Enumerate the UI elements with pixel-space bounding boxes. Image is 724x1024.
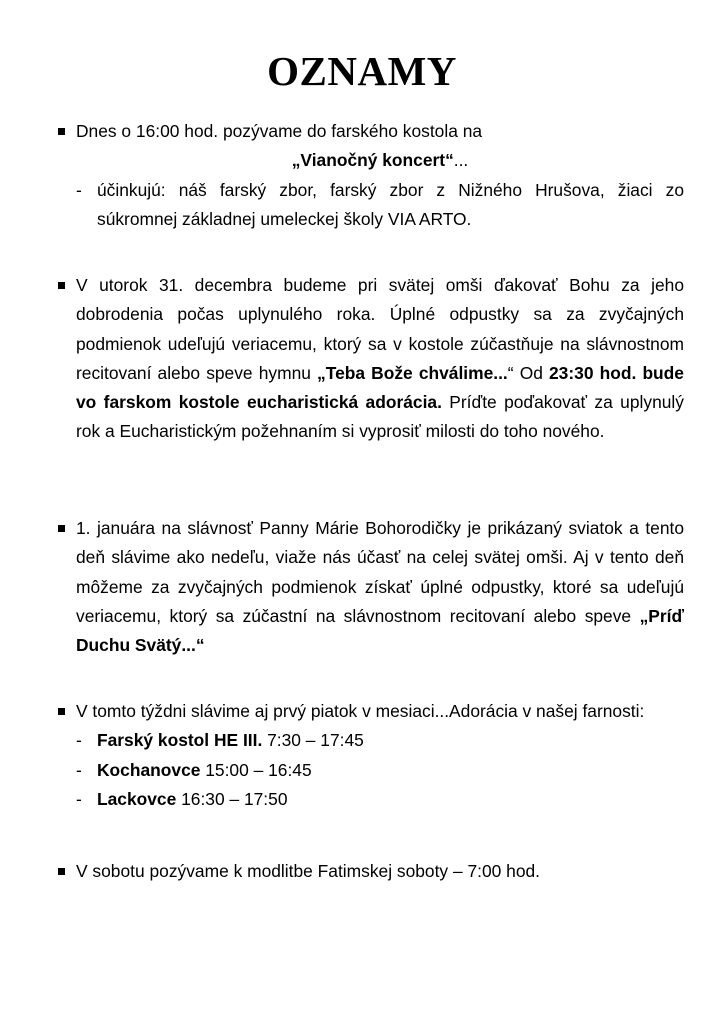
- announcement-text: [76, 271, 684, 447]
- bullet-icon: [58, 708, 65, 715]
- concert-title-line: [76, 146, 684, 175]
- schedule-item: [76, 726, 684, 755]
- announcement-concert: [52, 117, 684, 234]
- schedule-time: 7:30 – 17:45: [262, 730, 364, 751]
- schedule-place: Farský kostol HE III.: [97, 730, 263, 751]
- bullet-icon: [58, 525, 65, 532]
- announcement-january-first: [52, 514, 684, 660]
- announcement-text: V sobotu pozývame k modlitbe Fatimskej soboty – 7:00 hod.: [76, 861, 540, 881]
- announcement-first-friday: [52, 697, 684, 814]
- announcement-fatima-saturday: [52, 857, 684, 886]
- page-title: OZNAMY: [267, 48, 457, 94]
- concert-title: „Vianočný koncert“: [291, 150, 454, 171]
- announcement-text: [76, 117, 684, 176]
- hymn-title: „Príď Duchu Svätý...“: [76, 605, 684, 656]
- text-part: V utorok 31. decembra budeme pri svätej omši ďakovať Bohu za jeho dobrodenia počas uplynulého roka. Úplné odpustky sa za zvyčajných podmienok udeľujú veriacemu, ktorý sa v kostole zúčastňuje na slávnostnom recitovaní alebo speve hymnu: [76, 275, 684, 383]
- hymn-end-quote: “: [507, 362, 514, 383]
- concert-suffix: ...: [453, 150, 469, 171]
- schedule-time: 16:30 – 17:50: [176, 788, 288, 809]
- announcement-new-year-eve: [52, 271, 684, 447]
- schedule-item: [76, 756, 684, 785]
- hymn-title: „Teba Bože chválime...: [317, 362, 508, 383]
- performers-text: účinkujú: náš farský zbor, farský zbor z Nižného Hrušova, žiaci zo súkromnej základnej umeleckej školy VIA ARTO.: [97, 179, 684, 229]
- announcement-text: V tomto týždni slávime aj prvý piatok v mesiaci...Adorácia v našej farnosti:: [76, 701, 645, 721]
- announcement-text: [76, 514, 684, 660]
- schedule-time: 15:00 – 16:45: [200, 759, 312, 780]
- adoration-highlight: 23:30 hod. bude vo farskom kostole eucharistická adorácia.: [76, 362, 684, 413]
- schedule-place: Lackovce: [97, 788, 177, 809]
- text-part: 1. januára na slávnosť Panny Márie Bohorodičky je prikázaný sviatok a tento deň slávime ako nedeľu, viaže nás účasť na celej svätej omši. Aj v tento deň môžeme za zvyčajných podmienok získať úplné odpustky, ktoré sa udeľujú veriacemu, ktorý sa zúčastní na slávnostnom recitovaní alebo speve: [76, 518, 684, 626]
- text-part: Od: [519, 362, 550, 383]
- bullet-icon: [58, 868, 65, 875]
- schedule-place: Kochanovce: [97, 759, 201, 780]
- dash: -: [76, 788, 82, 809]
- bullet-icon: [58, 282, 65, 289]
- text-part: Príďte poďakovať za uplynulý rok a Eucharistickým požehnaním si vyprosiť milosti do toho nového.: [76, 392, 684, 442]
- dash: -: [76, 179, 82, 200]
- concert-intro: Dnes o 16:00 hod. pozývame do farského kostola na: [76, 121, 483, 141]
- performers-line: [76, 176, 684, 235]
- bullet-icon: [58, 128, 65, 135]
- dash: -: [76, 759, 82, 780]
- schedule-item: [76, 785, 684, 814]
- dash: -: [76, 730, 82, 751]
